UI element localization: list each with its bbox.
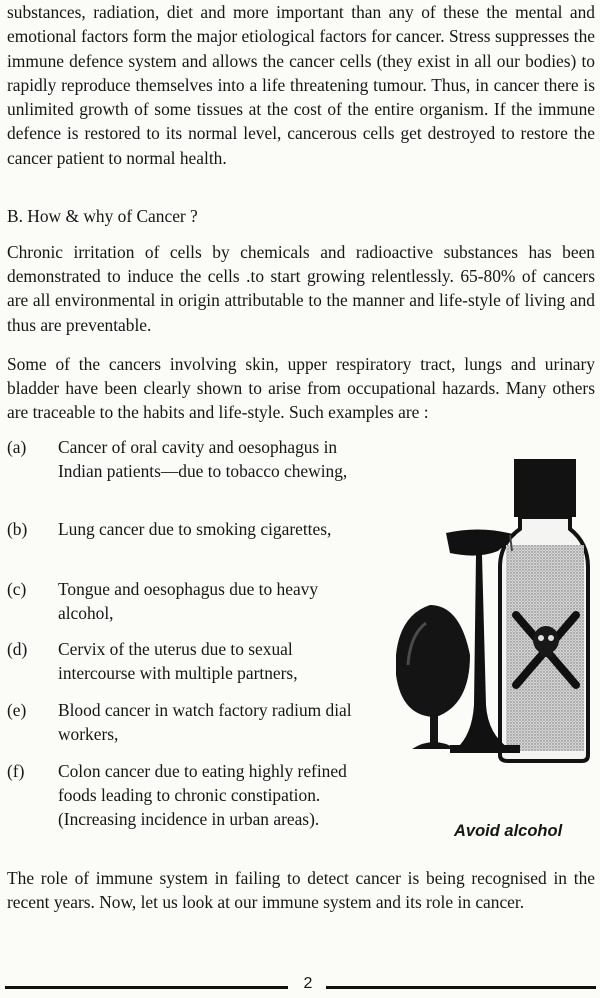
footer-rule-right bbox=[326, 986, 596, 989]
skull-shape bbox=[533, 626, 559, 654]
list-item-text: Colon cancer due to eating highly refined foods leading to chronic constipation. (Increasing incidence in urban areas). bbox=[58, 761, 347, 829]
list-item bbox=[7, 637, 368, 685]
footer-rule-left bbox=[5, 986, 288, 989]
list-item bbox=[7, 759, 368, 831]
list-marker: (d) bbox=[7, 639, 28, 659]
illustration-caption: Avoid alcohol bbox=[454, 822, 563, 840]
section-heading: B. How & why of Cancer ? bbox=[7, 206, 198, 226]
list-marker: (f) bbox=[7, 761, 25, 781]
immune-system-paragraph: The role of immune system in failing to detect cancer is being recognised in the recent years. Now, let us look at our immune system and its role in cancer. bbox=[7, 868, 595, 913]
list-item bbox=[7, 435, 368, 483]
wine-glass-and-poison-bottle-illustration bbox=[390, 455, 590, 765]
list-item-text: Cervix of the uterus due to sexual intercourse with multiple partners, bbox=[58, 639, 298, 683]
list-item-text: Blood cancer in watch factory radium dial workers, bbox=[58, 700, 352, 744]
list-item bbox=[7, 577, 368, 625]
list-item-text: Cancer of oral cavity and oesophagus in Indian patients—due to tobacco chewing, bbox=[58, 437, 348, 481]
page-number: 2 bbox=[303, 975, 313, 992]
list-item-text: Tongue and oesophagus due to heavy alcohol, bbox=[58, 579, 319, 623]
list-marker: (a) bbox=[7, 437, 27, 457]
list-marker: (b) bbox=[7, 519, 28, 539]
list-marker: (c) bbox=[7, 579, 27, 599]
list-item-text: Lung cancer due to smoking cigarettes, bbox=[58, 519, 332, 539]
list-item bbox=[7, 517, 368, 541]
list-item bbox=[7, 698, 368, 746]
occupational-hazards-paragraph: Some of the cancers involving skin, upper respiratory tract, lungs and urinary bladder have been clearly shown to arise from occupational hazards. Many others are traceable to the habits and life-style. Such examples are : bbox=[7, 354, 595, 423]
bottle-cap-shape bbox=[514, 459, 576, 517]
chronic-irritation-paragraph: Chronic irritation of cells by chemicals and radioactive substances has been demonstrated to induce the cells .to start growing relentlessly. 65-80% of cancers are all environmental in origin attributable to the manner and life-style of living and thus are preventable. bbox=[7, 242, 595, 335]
intro-paragraph: substances, radiation, diet and more important than any of these the mental and emotional factors form the major etiological factors for cancer. Stress suppresses the immune defence system and allows the cancer cells (they exist in all our bodies) to rapidly reproduce themselves into a life threatening tumour. Thus, in cancer there is unlimited growth of some tissues at the cost of the entire organism. If the immune defence is restored to its normal level, cancerous cells get destroyed to restore the cancer patient to normal health. bbox=[7, 2, 595, 168]
list-marker: (e) bbox=[7, 700, 27, 720]
